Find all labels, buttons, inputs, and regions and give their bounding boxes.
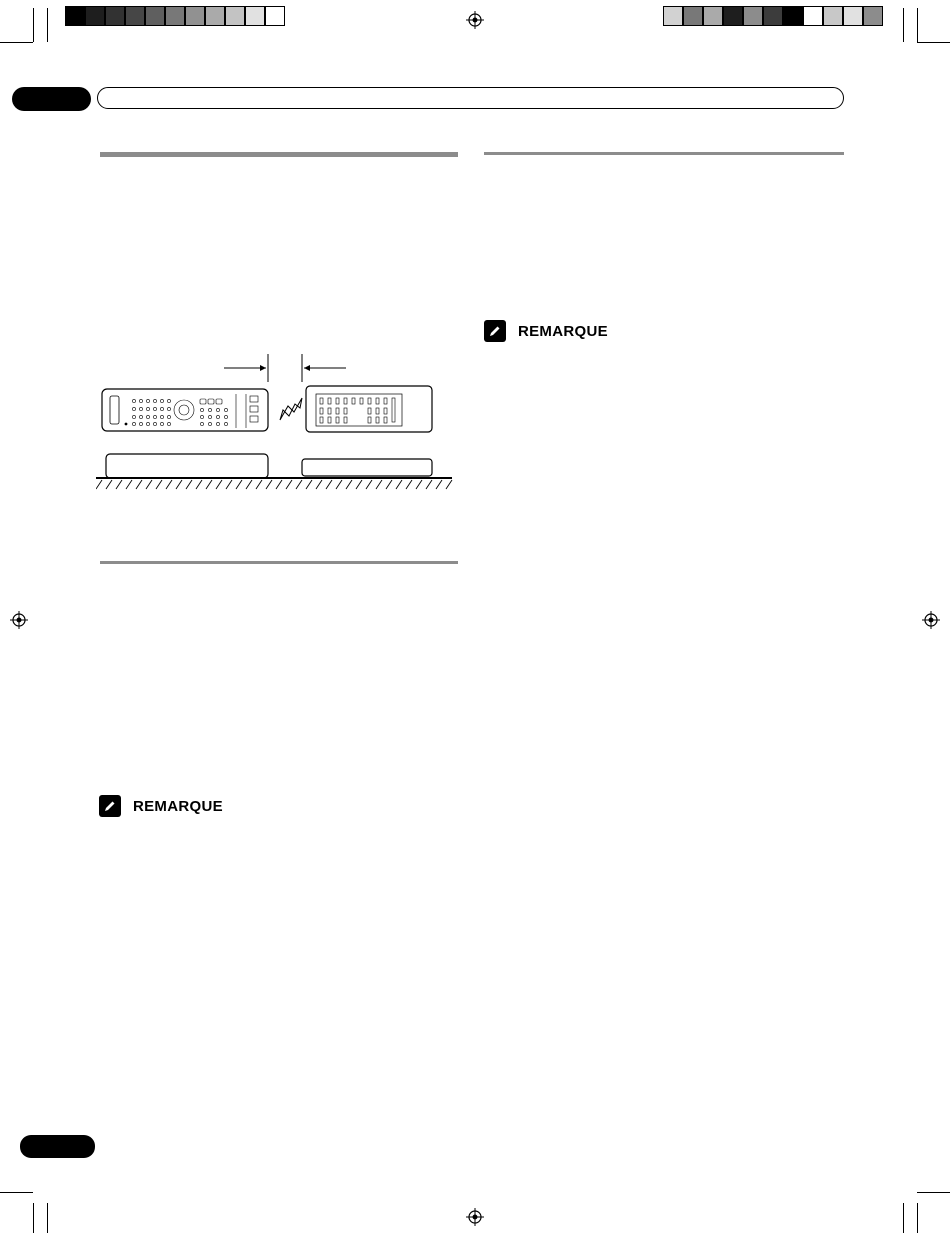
color-swatch (803, 6, 823, 26)
color-swatch (165, 6, 185, 26)
color-bar-right (663, 6, 883, 26)
remote-learning-illustration (96, 346, 456, 491)
crop-mark (47, 1203, 48, 1233)
color-swatch (145, 6, 165, 26)
crop-mark (903, 8, 904, 42)
color-swatch (763, 6, 783, 26)
color-swatch (245, 6, 265, 26)
note-right (484, 320, 608, 342)
crop-mark (917, 8, 918, 42)
color-swatch (843, 6, 863, 26)
section-rule (100, 561, 458, 564)
crop-mark (0, 1192, 33, 1193)
note-label: REMARQUE (518, 322, 608, 340)
note-label: REMARQUE (133, 797, 223, 815)
crop-mark (47, 8, 48, 42)
color-swatch (743, 6, 763, 26)
crop-mark (917, 42, 950, 43)
page-number-tab (20, 1135, 95, 1158)
color-swatch (225, 6, 245, 26)
color-swatch (265, 6, 285, 26)
pencil-icon (99, 795, 121, 817)
crop-mark (33, 8, 34, 42)
color-swatch (663, 6, 683, 26)
chapter-header-bar (97, 87, 844, 109)
section-rule (484, 152, 844, 155)
color-swatch (105, 6, 125, 26)
color-swatch (85, 6, 105, 26)
section-rule (100, 152, 458, 157)
crop-mark (917, 1203, 918, 1233)
chapter-tab (12, 87, 91, 111)
registration-mark-icon (466, 11, 484, 29)
crop-mark (917, 1192, 950, 1193)
color-swatch (783, 6, 803, 26)
color-swatch (185, 6, 205, 26)
color-swatch (703, 6, 723, 26)
registration-mark-icon (922, 611, 940, 629)
registration-mark-icon (466, 1208, 484, 1226)
registration-mark-icon (10, 611, 28, 629)
color-swatch (863, 6, 883, 26)
color-bar-left (65, 6, 285, 26)
color-swatch (125, 6, 145, 26)
color-swatch (205, 6, 225, 26)
color-swatch (823, 6, 843, 26)
color-swatch (723, 6, 743, 26)
pencil-icon (484, 320, 506, 342)
crop-mark (903, 1203, 904, 1233)
crop-mark (33, 1203, 34, 1233)
crop-mark (0, 42, 33, 43)
color-swatch (683, 6, 703, 26)
color-swatch (65, 6, 85, 26)
note-left (99, 795, 223, 817)
